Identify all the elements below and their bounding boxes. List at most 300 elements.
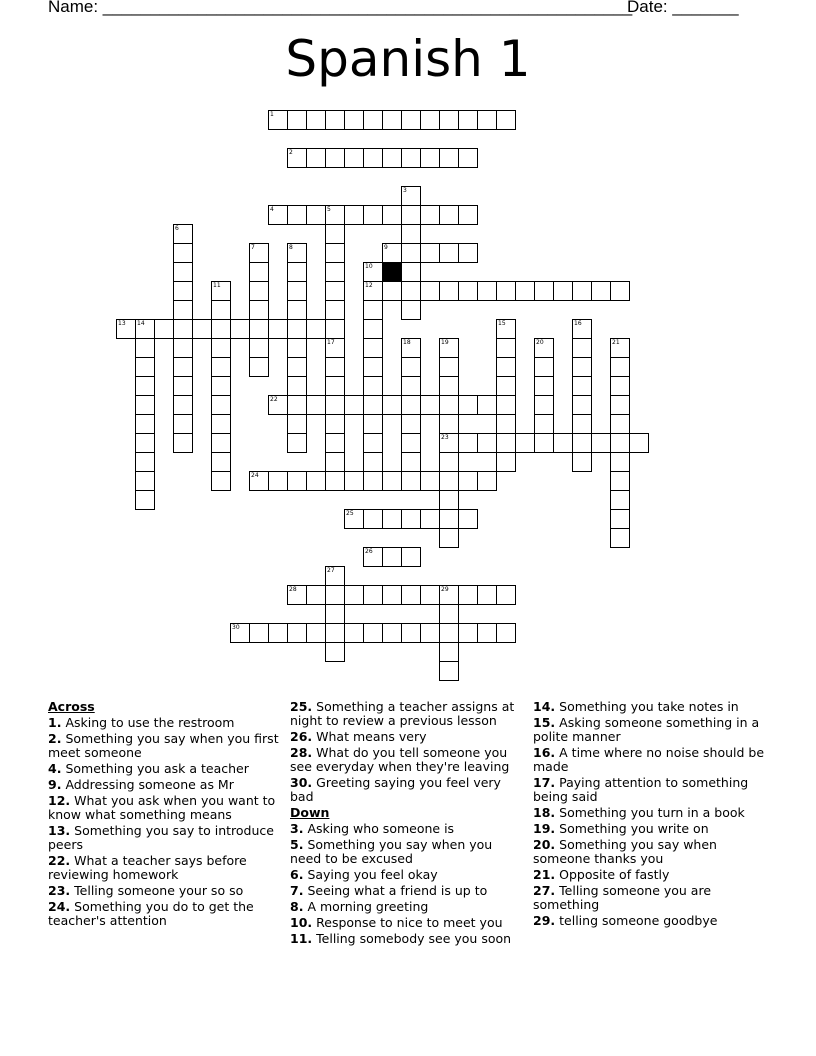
crossword-cell[interactable] [287,110,307,130]
crossword-cell[interactable] [401,433,421,453]
clue-number: 24 [251,472,259,479]
crossword-cell[interactable] [610,528,630,548]
crossword-cell[interactable] [439,148,459,168]
crossword-cell[interactable] [344,395,364,415]
crossword-cell[interactable] [287,243,307,263]
crossword-cell[interactable] [287,300,307,320]
crossword-cell[interactable] [420,110,440,130]
crossword-cell[interactable] [211,414,231,434]
crossword-cell[interactable] [458,623,478,643]
crossword-cell[interactable] [268,395,288,415]
crossword-cell[interactable] [496,357,516,377]
crossword-cell[interactable] [496,319,516,339]
crossword-cell[interactable] [363,585,383,605]
crossword-cell[interactable] [610,281,630,301]
clue-number: 3 [403,187,407,194]
crossword-cell[interactable] [287,623,307,643]
clue-down: 20. Something you say when someone thanks you [533,837,717,866]
crossword-cell[interactable] [515,281,535,301]
crossword-cell[interactable] [325,338,345,358]
crossword-cell[interactable] [610,414,630,434]
crossword-cell[interactable] [382,471,402,491]
crossword-cell[interactable] [439,376,459,396]
crossword-cell[interactable] [610,433,630,453]
crossword-cell[interactable] [325,623,345,643]
crossword-cell[interactable] [382,585,402,605]
crossword-cell[interactable] [306,585,326,605]
crossword-cell[interactable] [420,509,440,529]
crossword-cell[interactable] [287,357,307,377]
crossword-cell[interactable] [135,357,155,377]
crossword-cell[interactable] [439,528,459,548]
clue-down: 14. Something you take notes in [533,699,739,714]
crossword-cell[interactable] [496,452,516,472]
crossword-cell[interactable] [325,205,345,225]
crossword-cell[interactable] [363,509,383,529]
crossword-cell[interactable] [401,376,421,396]
across-heading: Across [48,699,95,714]
crossword-cell[interactable] [572,395,592,415]
clue-number: 19 [441,339,449,346]
crossword-cell[interactable] [287,148,307,168]
crossword-cell[interactable] [401,243,421,263]
crossword-cell[interactable] [116,319,136,339]
crossword-cell[interactable] [268,110,288,130]
crossword-cell[interactable] [401,357,421,377]
crossword-cell[interactable] [249,471,269,491]
crossword-cell[interactable] [382,243,402,263]
crossword-cell[interactable] [458,243,478,263]
crossword-cell[interactable] [363,471,383,491]
clue-down: 17. Paying attention to something being said [533,775,749,804]
crossword-cell[interactable] [515,433,535,453]
crossword-cell[interactable] [306,395,326,415]
crossword-cell[interactable] [230,319,250,339]
crossword-cell[interactable] [173,395,193,415]
clue-number: 30 [232,624,240,631]
crossword-cell[interactable] [439,585,459,605]
crossword-cell[interactable] [287,376,307,396]
crossword-cell[interactable] [496,338,516,358]
crossword-cell[interactable] [420,471,440,491]
crossword-cell[interactable] [249,281,269,301]
clue-down: 27. Telling someone you are something [533,883,712,912]
crossword-cell[interactable] [192,319,212,339]
crossword-cell[interactable] [382,281,402,301]
crossword-cell[interactable] [572,452,592,472]
crossword-cell[interactable] [173,414,193,434]
crossword-cell[interactable] [363,623,383,643]
clue-down: 18. Something you turn in a book [533,805,745,820]
crossword-cell[interactable] [363,357,383,377]
clue-across: 25. Something a teacher assigns at night to review a previous lesson [290,699,515,728]
crossword-cell[interactable] [401,300,421,320]
crossword-cell[interactable] [534,338,554,358]
crossword-cell[interactable] [534,357,554,377]
clue-across: 9. Addressing someone as Mr [48,777,234,792]
clue-number: 29 [441,586,449,593]
crossword-cell[interactable] [306,623,326,643]
crossword-cell[interactable] [439,452,459,472]
crossword-cell[interactable] [477,471,497,491]
crossword-cell[interactable] [534,376,554,396]
crossword-cell[interactable] [363,376,383,396]
crossword-cell[interactable] [477,585,497,605]
crossword-cell[interactable] [477,110,497,130]
clue-across: 13. Something you say to introduce peers [48,823,274,852]
crossword-cell[interactable] [344,585,364,605]
date-field-label: Date: _______ [627,0,739,16]
crossword-cell[interactable] [591,281,611,301]
clue-number: 20 [536,339,544,346]
crossword-cell[interactable] [211,471,231,491]
crossword-cell[interactable] [534,281,554,301]
crossword-cell[interactable] [306,205,326,225]
crossword-cell[interactable] [211,395,231,415]
crossword-cell[interactable] [363,262,383,282]
crossword-cell[interactable] [382,262,402,282]
crossword-cell[interactable] [401,452,421,472]
crossword-cell[interactable] [268,471,288,491]
crossword-cell[interactable] [496,395,516,415]
crossword-cell[interactable] [420,623,440,643]
crossword-cell[interactable] [458,471,478,491]
crossword-cell[interactable] [325,566,345,586]
crossword-cell[interactable] [211,376,231,396]
crossword-cell[interactable] [173,281,193,301]
crossword-cell[interactable] [363,547,383,567]
crossword-cell[interactable] [439,604,459,624]
clue-number: 10 [365,263,373,270]
crossword-cell[interactable] [306,110,326,130]
clue-number: 7 [251,244,255,251]
crossword-cell[interactable] [325,414,345,434]
crossword-cell[interactable] [325,433,345,453]
crossword-cell[interactable] [439,623,459,643]
crossword-cell[interactable] [325,148,345,168]
clue-number: 2 [289,149,293,156]
clue-down: 11. Telling somebody see you soon [290,931,512,946]
crossword-cell[interactable] [325,319,345,339]
crossword-cell[interactable] [173,376,193,396]
crossword-cell[interactable] [629,433,649,453]
clue-number: 6 [175,225,179,232]
crossword-cell[interactable] [401,281,421,301]
crossword-cell[interactable] [496,376,516,396]
crossword-cell[interactable] [458,281,478,301]
clue-number: 15 [498,320,506,327]
crossword-cell[interactable] [553,281,573,301]
crossword-cell[interactable] [458,205,478,225]
crossword-cell[interactable] [249,300,269,320]
crossword-cell[interactable] [401,547,421,567]
crossword-cell[interactable] [287,585,307,605]
crossword-cell[interactable] [363,414,383,434]
crossword-cell[interactable] [135,490,155,510]
crossword-cell[interactable] [363,338,383,358]
crossword-cell[interactable] [173,262,193,282]
crossword-cell[interactable] [610,395,630,415]
crossword-cell[interactable] [572,433,592,453]
crossword-cell[interactable] [135,452,155,472]
crossword-cell[interactable] [382,395,402,415]
crossword-cell[interactable] [439,642,459,662]
crossword-cell[interactable] [325,376,345,396]
crossword-cell[interactable] [287,262,307,282]
crossword-cell[interactable] [363,205,383,225]
crossword-cell[interactable] [458,110,478,130]
crossword-cell[interactable] [135,433,155,453]
clue-across: 1. Asking to use the restroom [48,715,235,730]
clue-number: 4 [270,206,274,213]
crossword-cell[interactable] [439,661,459,681]
crossword-cell[interactable] [496,414,516,434]
crossword-cell[interactable] [325,300,345,320]
crossword-cell[interactable] [401,186,421,206]
crossword-cell[interactable] [363,148,383,168]
name-field-label: Name: ________________________________________________________ [48,0,633,16]
crossword-cell[interactable] [135,338,155,358]
crossword-cell[interactable] [572,319,592,339]
crossword-cell[interactable] [610,490,630,510]
crossword-cell[interactable] [477,623,497,643]
crossword-cell[interactable] [439,357,459,377]
clue-number: 27 [327,567,335,574]
crossword-cell[interactable] [325,452,345,472]
crossword-cell[interactable] [344,110,364,130]
crossword-cell[interactable] [496,623,516,643]
crossword-cell[interactable] [173,243,193,263]
crossword-cell[interactable] [173,300,193,320]
crossword-cell[interactable] [211,338,231,358]
crossword-cell[interactable] [458,585,478,605]
crossword-cell[interactable] [420,281,440,301]
crossword-cell[interactable] [306,319,326,339]
clue-number: 16 [574,320,582,327]
crossword-cell[interactable] [325,262,345,282]
clue-across: 28. What do you tell someone you see everyday when they're leaving [290,745,510,774]
crossword-cell[interactable] [325,471,345,491]
clue-number: 13 [118,320,126,327]
crossword-cell[interactable] [496,433,516,453]
crossword-cell[interactable] [439,433,459,453]
clues-column-3 [533,700,765,930]
crossword-cell[interactable] [610,509,630,529]
crossword-cell[interactable] [154,319,174,339]
crossword-cell[interactable] [401,414,421,434]
crossword-cell[interactable] [610,452,630,472]
crossword-cell[interactable] [572,281,592,301]
crossword-cell[interactable] [211,300,231,320]
crossword-cell[interactable] [363,281,383,301]
clue-down: 6. Saying you feel okay [290,867,438,882]
crossword-cell[interactable] [401,224,421,244]
crossword-cell[interactable] [135,319,155,339]
crossword-cell[interactable] [477,433,497,453]
crossword-cell[interactable] [344,148,364,168]
crossword-cell[interactable] [439,395,459,415]
crossword-cell[interactable] [401,338,421,358]
crossword-cell[interactable] [401,148,421,168]
crossword-cell[interactable] [420,395,440,415]
crossword-cell[interactable] [135,395,155,415]
crossword-cell[interactable] [439,414,459,434]
crossword-cell[interactable] [325,281,345,301]
crossword-cell[interactable] [439,509,459,529]
crossword-cell[interactable] [382,205,402,225]
crossword-cell[interactable] [249,357,269,377]
crossword-cell[interactable] [344,509,364,529]
crossword-cell[interactable] [287,471,307,491]
crossword-cell[interactable] [173,319,193,339]
crossword-cell[interactable] [287,319,307,339]
crossword-cell[interactable] [610,471,630,491]
crossword-cell[interactable] [173,433,193,453]
crossword-cell[interactable] [382,110,402,130]
crossword-cell[interactable] [496,281,516,301]
crossword-cell[interactable] [401,262,421,282]
crossword-cell[interactable] [477,395,497,415]
crossword-cell[interactable] [211,452,231,472]
crossword-cell[interactable] [344,471,364,491]
crossword-cell[interactable] [401,623,421,643]
crossword-cell[interactable] [325,642,345,662]
crossword-cell[interactable] [610,338,630,358]
crossword-cell[interactable] [173,357,193,377]
crossword-cell[interactable] [325,604,345,624]
crossword-cell[interactable] [420,243,440,263]
crossword-cell[interactable] [287,433,307,453]
crossword-cell[interactable] [230,623,250,643]
crossword-cell[interactable] [458,433,478,453]
crossword-cell[interactable] [439,243,459,263]
crossword-cell[interactable] [135,471,155,491]
crossword-cell[interactable] [363,452,383,472]
crossword-cell[interactable] [325,243,345,263]
crossword-cell[interactable] [268,623,288,643]
crossword-cell[interactable] [344,623,364,643]
crossword-cell[interactable] [363,110,383,130]
crossword-cell[interactable] [363,300,383,320]
crossword-cell[interactable] [325,224,345,244]
crossword-cell[interactable] [249,262,269,282]
crossword-cell[interactable] [534,433,554,453]
crossword-cell[interactable] [363,433,383,453]
clues-column-2 [290,700,522,948]
crossword-cell[interactable] [173,224,193,244]
clue-across: 12. What you ask when you want to know what something means [48,793,276,822]
clue-down: 5. Something you say when you need to be excused [290,837,493,866]
crossword-cell[interactable] [173,338,193,358]
crossword-cell[interactable] [420,585,440,605]
crossword-cell[interactable] [420,148,440,168]
crossword-cell[interactable] [401,471,421,491]
crossword-cell[interactable] [325,395,345,415]
crossword-cell[interactable] [306,148,326,168]
crossword-cell[interactable] [135,376,155,396]
crossword-cell[interactable] [496,585,516,605]
crossword-cell[interactable] [382,547,402,567]
clue-number: 12 [365,282,373,289]
crossword-cell[interactable] [458,148,478,168]
crossword-cell[interactable] [306,471,326,491]
crossword-cell[interactable] [249,623,269,643]
clue-across: 2. Something you say when you first meet someone [48,731,279,760]
crossword-cell[interactable] [211,357,231,377]
crossword-cell[interactable] [439,471,459,491]
crossword-cell[interactable] [496,110,516,130]
crossword-cell[interactable] [477,281,497,301]
crossword-cell[interactable] [572,338,592,358]
crossword-cell[interactable] [572,357,592,377]
crossword-cell[interactable] [268,319,288,339]
crossword-cell[interactable] [325,110,345,130]
crossword-cell[interactable] [401,205,421,225]
crossword-cell[interactable] [363,395,383,415]
crossword-cell[interactable] [439,281,459,301]
crossword-cell[interactable] [249,319,269,339]
clue-down: 3. Asking who someone is [290,821,455,836]
crossword-cell[interactable] [325,585,345,605]
crossword-cell[interactable] [439,205,459,225]
crossword-cell[interactable] [287,414,307,434]
crossword-cell[interactable] [211,433,231,453]
crossword-cell[interactable] [363,319,383,339]
crossword-cell[interactable] [249,243,269,263]
crossword-cell[interactable] [287,395,307,415]
clue-number: 5 [327,206,331,213]
crossword-cell[interactable] [287,281,307,301]
crossword-cell[interactable] [135,414,155,434]
crossword-cell[interactable] [534,395,554,415]
crossword-cell[interactable] [287,338,307,358]
crossword-cell[interactable] [211,319,231,339]
crossword-cell[interactable] [534,414,554,434]
crossword-cell[interactable] [401,110,421,130]
crossword-cell[interactable] [401,585,421,605]
clue-across: 26. What means very [290,729,427,744]
crossword-cell[interactable] [401,395,421,415]
crossword-cell[interactable] [287,205,307,225]
crossword-cell[interactable] [382,509,402,529]
crossword-cell[interactable] [439,338,459,358]
clue-number: 22 [270,396,278,403]
clue-across: 22. What a teacher says before reviewing homework [48,853,247,882]
crossword-cell[interactable] [249,338,269,358]
clue-number: 26 [365,548,373,555]
crossword-cell[interactable] [553,433,573,453]
crossword-cell[interactable] [401,509,421,529]
crossword-cell[interactable] [572,376,592,396]
crossword-cell[interactable] [572,414,592,434]
crossword-cell[interactable] [382,148,402,168]
crossword-cell[interactable] [268,205,288,225]
crossword-cell[interactable] [420,205,440,225]
crossword-cell[interactable] [344,205,364,225]
crossword-cell[interactable] [458,509,478,529]
crossword-cell[interactable] [439,110,459,130]
crossword-cell[interactable] [211,281,231,301]
clue-number: 9 [384,244,388,251]
crossword-cell[interactable] [610,357,630,377]
crossword-cell[interactable] [458,395,478,415]
clue-number: 1 [270,111,274,118]
crossword-cell[interactable] [439,490,459,510]
crossword-cell[interactable] [610,376,630,396]
crossword-cell[interactable] [591,433,611,453]
crossword-cell[interactable] [325,357,345,377]
crossword-cell[interactable] [382,623,402,643]
